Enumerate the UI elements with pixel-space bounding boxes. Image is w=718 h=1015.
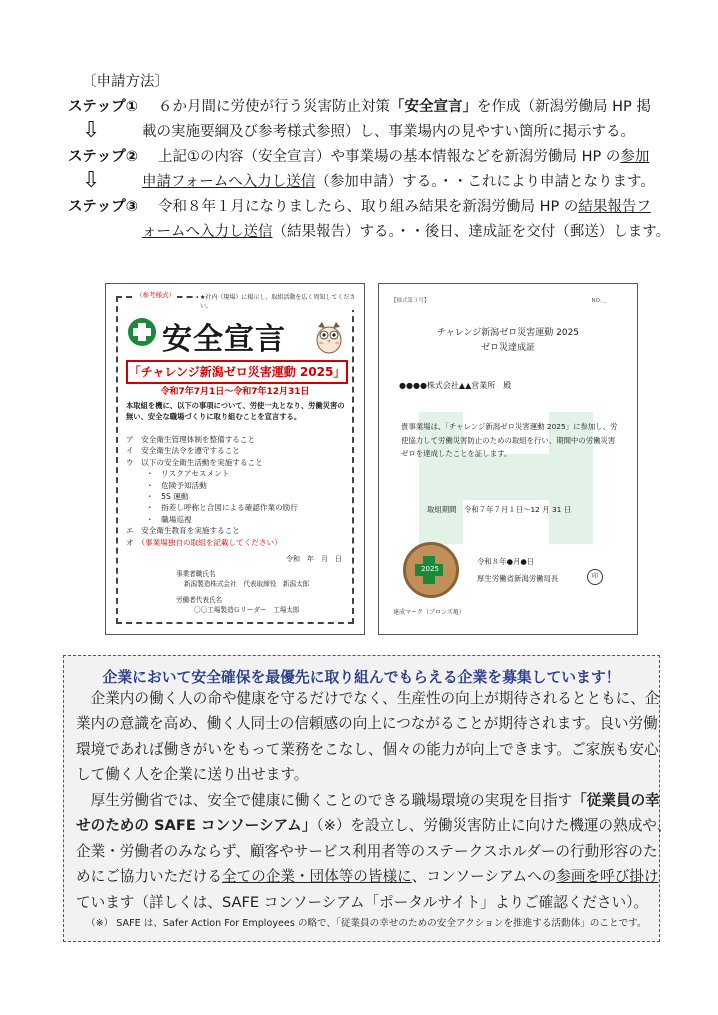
certificate-period: 取組期間 令和７年７月１日～12 月 31 日 bbox=[427, 505, 572, 514]
safe-consortium-name: 「従業員の幸 bbox=[572, 792, 660, 809]
list-item: ・ 指差し呼称と合図による確認作業の励行 bbox=[146, 503, 298, 513]
result-report-form-link-cont[interactable]: ォームへ入力し送信 bbox=[142, 224, 273, 240]
worker-rep-label: 労働者代表氏名 bbox=[176, 596, 223, 604]
step-1-text-cont: 載の実施要綱及び参考様式参照）し、事業場内の見やすい箇所に掲示する。 bbox=[142, 124, 635, 140]
declaration-date: 令和 年 月 日 bbox=[286, 555, 342, 563]
paragraph-line: 企業内の働く人の命や健康を守るだけでなく、生産性の向上が期待されるとともに、企 bbox=[76, 690, 660, 707]
paragraph-text: めにご協力いただける bbox=[76, 868, 222, 886]
participation-form-link-cont[interactable]: 申請フォームへ入力し送信 bbox=[142, 174, 316, 190]
owl-mascot-icon bbox=[312, 318, 346, 354]
paragraph-line bbox=[76, 813, 672, 838]
method-title: 〔申請方法〕 bbox=[82, 74, 169, 90]
certificate-body: 貴事業場は、「チャレンジ新潟ゼロ災害運動 2025」に参加し、労使協力して労働災害防止のための取組を行い、期間中の労働災害ゼロを達成したことを証します。 bbox=[401, 422, 618, 458]
certificate-date: 令和８年●月●日 bbox=[477, 557, 535, 566]
list-item: ・ 職場巡視 bbox=[146, 514, 192, 524]
paragraph-line bbox=[76, 864, 659, 889]
safety-declaration-term: 「安全宣言」 bbox=[390, 99, 477, 115]
sample-form-note: （参考様式） bbox=[136, 291, 175, 299]
campaign-name: 「チャレンジ新潟ゼロ災害運動 2025」 bbox=[126, 360, 348, 384]
achievement-certificate-sample bbox=[378, 283, 638, 635]
medal-year: 2025 bbox=[421, 565, 439, 573]
step-2-text: 上記①の内容（安全宣言）や事業場の基本情報などを新潟労働局 HP の bbox=[158, 149, 621, 165]
participation-call-emphasis: 参画を呼び掛け bbox=[556, 868, 659, 886]
step-2-label: ステップ② bbox=[68, 149, 138, 165]
step-1-text-end: を作成（新潟労働局 HP 掲 bbox=[477, 99, 651, 115]
step-2-text-cont: （参加申請）する。・・これにより申請となります。 bbox=[315, 174, 655, 190]
list-item: ア 安全衛生管理体制を整備すること bbox=[126, 435, 256, 444]
certificate-title bbox=[379, 326, 637, 356]
list-item: エ 安全衛生教育を実施すること bbox=[126, 526, 240, 536]
step-3-text-cont: （結果報告）する。・・後日、達成証を交付（郵送）します。 bbox=[272, 224, 671, 240]
certificate-recipient: ●●●●株式会社▲▲営業所 殿 bbox=[399, 381, 512, 390]
safe-footnote: （※） SAFE は、Safer Action For Employees の略で、「従業員の幸せのための安全アクションを推進する活動体」のことです。 bbox=[86, 918, 647, 929]
paragraph-line: 環境であれば働きがいをもって業務をこなし、個々の能力が向上できます。ご家族も安心 bbox=[76, 740, 659, 758]
seal-icon: 印 bbox=[587, 569, 603, 585]
worker-rep-name: 〇〇工場製造Ｇリーダー 工場太郎 bbox=[194, 606, 300, 614]
paragraph-line: ています（詳しくは、SAFE コンソーシアム「ポータルサイト」よりご確認ください）。 bbox=[76, 893, 649, 911]
list-item: ウ 以下の安全衛生活動を実施すること bbox=[126, 457, 263, 467]
declaration-items bbox=[126, 434, 354, 548]
list-item bbox=[126, 537, 354, 548]
paragraph-text: 厚生労働省では、安全で健康に働くことのできる職場環境の実現を目指す bbox=[76, 792, 573, 809]
recruitment-paragraph-1 bbox=[76, 686, 660, 788]
form-number-label: 【様式第３号】 bbox=[391, 298, 430, 304]
step-1-text: ６か月間に労使が行う災害防止対策 bbox=[158, 99, 390, 115]
step-1-label: ステップ① bbox=[68, 99, 138, 115]
campaign-period: 令和7年7月1日～令和7年12月31日 bbox=[160, 387, 310, 397]
paragraph-line: 企業・労働者のみならず、顧客やサービス利用者等のステークスホルダーの行動形容のた bbox=[76, 842, 658, 860]
list-item: イ 安全衛生法令を遵守すること bbox=[126, 446, 240, 456]
recruitment-title: 企業において安全確保を最優先に取り組んでもらえる企業を募集しています！ bbox=[102, 669, 621, 686]
paragraph-line: して働く人を企業に送り出せます。 bbox=[76, 766, 309, 784]
paragraph-line: 業内の意識を高め、働く人同士の信頼感の向上につながることが期待されます。良い労働 bbox=[76, 715, 658, 733]
certificate-issuer: 厚生労働省新潟労働局長 bbox=[477, 574, 559, 583]
achievement-mark-caption: 達成マーク（ブロンズ亀） bbox=[393, 609, 465, 616]
participation-form-link[interactable]: 参加 bbox=[620, 149, 650, 165]
result-report-form-link[interactable]: 結果報告フ bbox=[578, 199, 651, 215]
paragraph-text: 、コンソーシアムへの bbox=[411, 868, 557, 886]
step-3-text: 令和８年１月になりましたら、取り組み結果を新潟労働局 HP の bbox=[158, 199, 579, 215]
down-arrow-icon: ⇩ bbox=[82, 118, 101, 143]
list-item: ・ 危険予知活動 bbox=[146, 480, 207, 490]
list-item: ・ リスクアセスメント bbox=[146, 469, 230, 479]
safe-consortium-name-cont: せのための SAFE コンソーシアム」 bbox=[76, 817, 317, 835]
posting-instruction: ★社内（現場）に掲示し、取組活動を広く周知してください。 bbox=[198, 292, 364, 310]
employer-label: 事業者職氏名 bbox=[176, 570, 216, 578]
declaration-heading: 安全宣言 bbox=[162, 322, 286, 357]
all-organizations-emphasis: 全ての企業・団体等の皆様に bbox=[221, 868, 412, 886]
list-item: ・ 5S 運動 bbox=[146, 492, 189, 502]
item-o-label: オ bbox=[126, 537, 134, 547]
green-cross-icon bbox=[128, 318, 156, 346]
down-arrow-icon: ⇩ bbox=[82, 168, 101, 193]
paragraph-text: （※）を設立し、労働災害防止に向けた機運の熟成や、 bbox=[316, 817, 672, 835]
green-cross-watermark bbox=[463, 454, 549, 500]
step-3-label: ステップ③ bbox=[68, 199, 138, 215]
custom-initiative-note: （事業場独自の取組を記載してください） bbox=[141, 537, 282, 547]
declaration-text: 本取組を機に、以下の事項について、労使一丸となり、労働災害の無い、安全な職場づくりに取り組むことを宣言する。 bbox=[126, 401, 345, 421]
certificate-title-line1: チャレンジ新潟ゼロ災害運動 2025 bbox=[436, 328, 580, 338]
certificate-title-line2: ゼロ災達成証 bbox=[480, 343, 535, 353]
recruitment-paragraph-2 bbox=[76, 788, 672, 915]
recruitment-box bbox=[63, 655, 672, 942]
certificate-number: NO.＿ bbox=[591, 298, 607, 304]
paragraph-line bbox=[76, 788, 660, 813]
employer-name: 新潟製造株式会社 代表取締役 新潟太郎 bbox=[184, 580, 310, 588]
safety-declaration-sample bbox=[105, 283, 365, 635]
